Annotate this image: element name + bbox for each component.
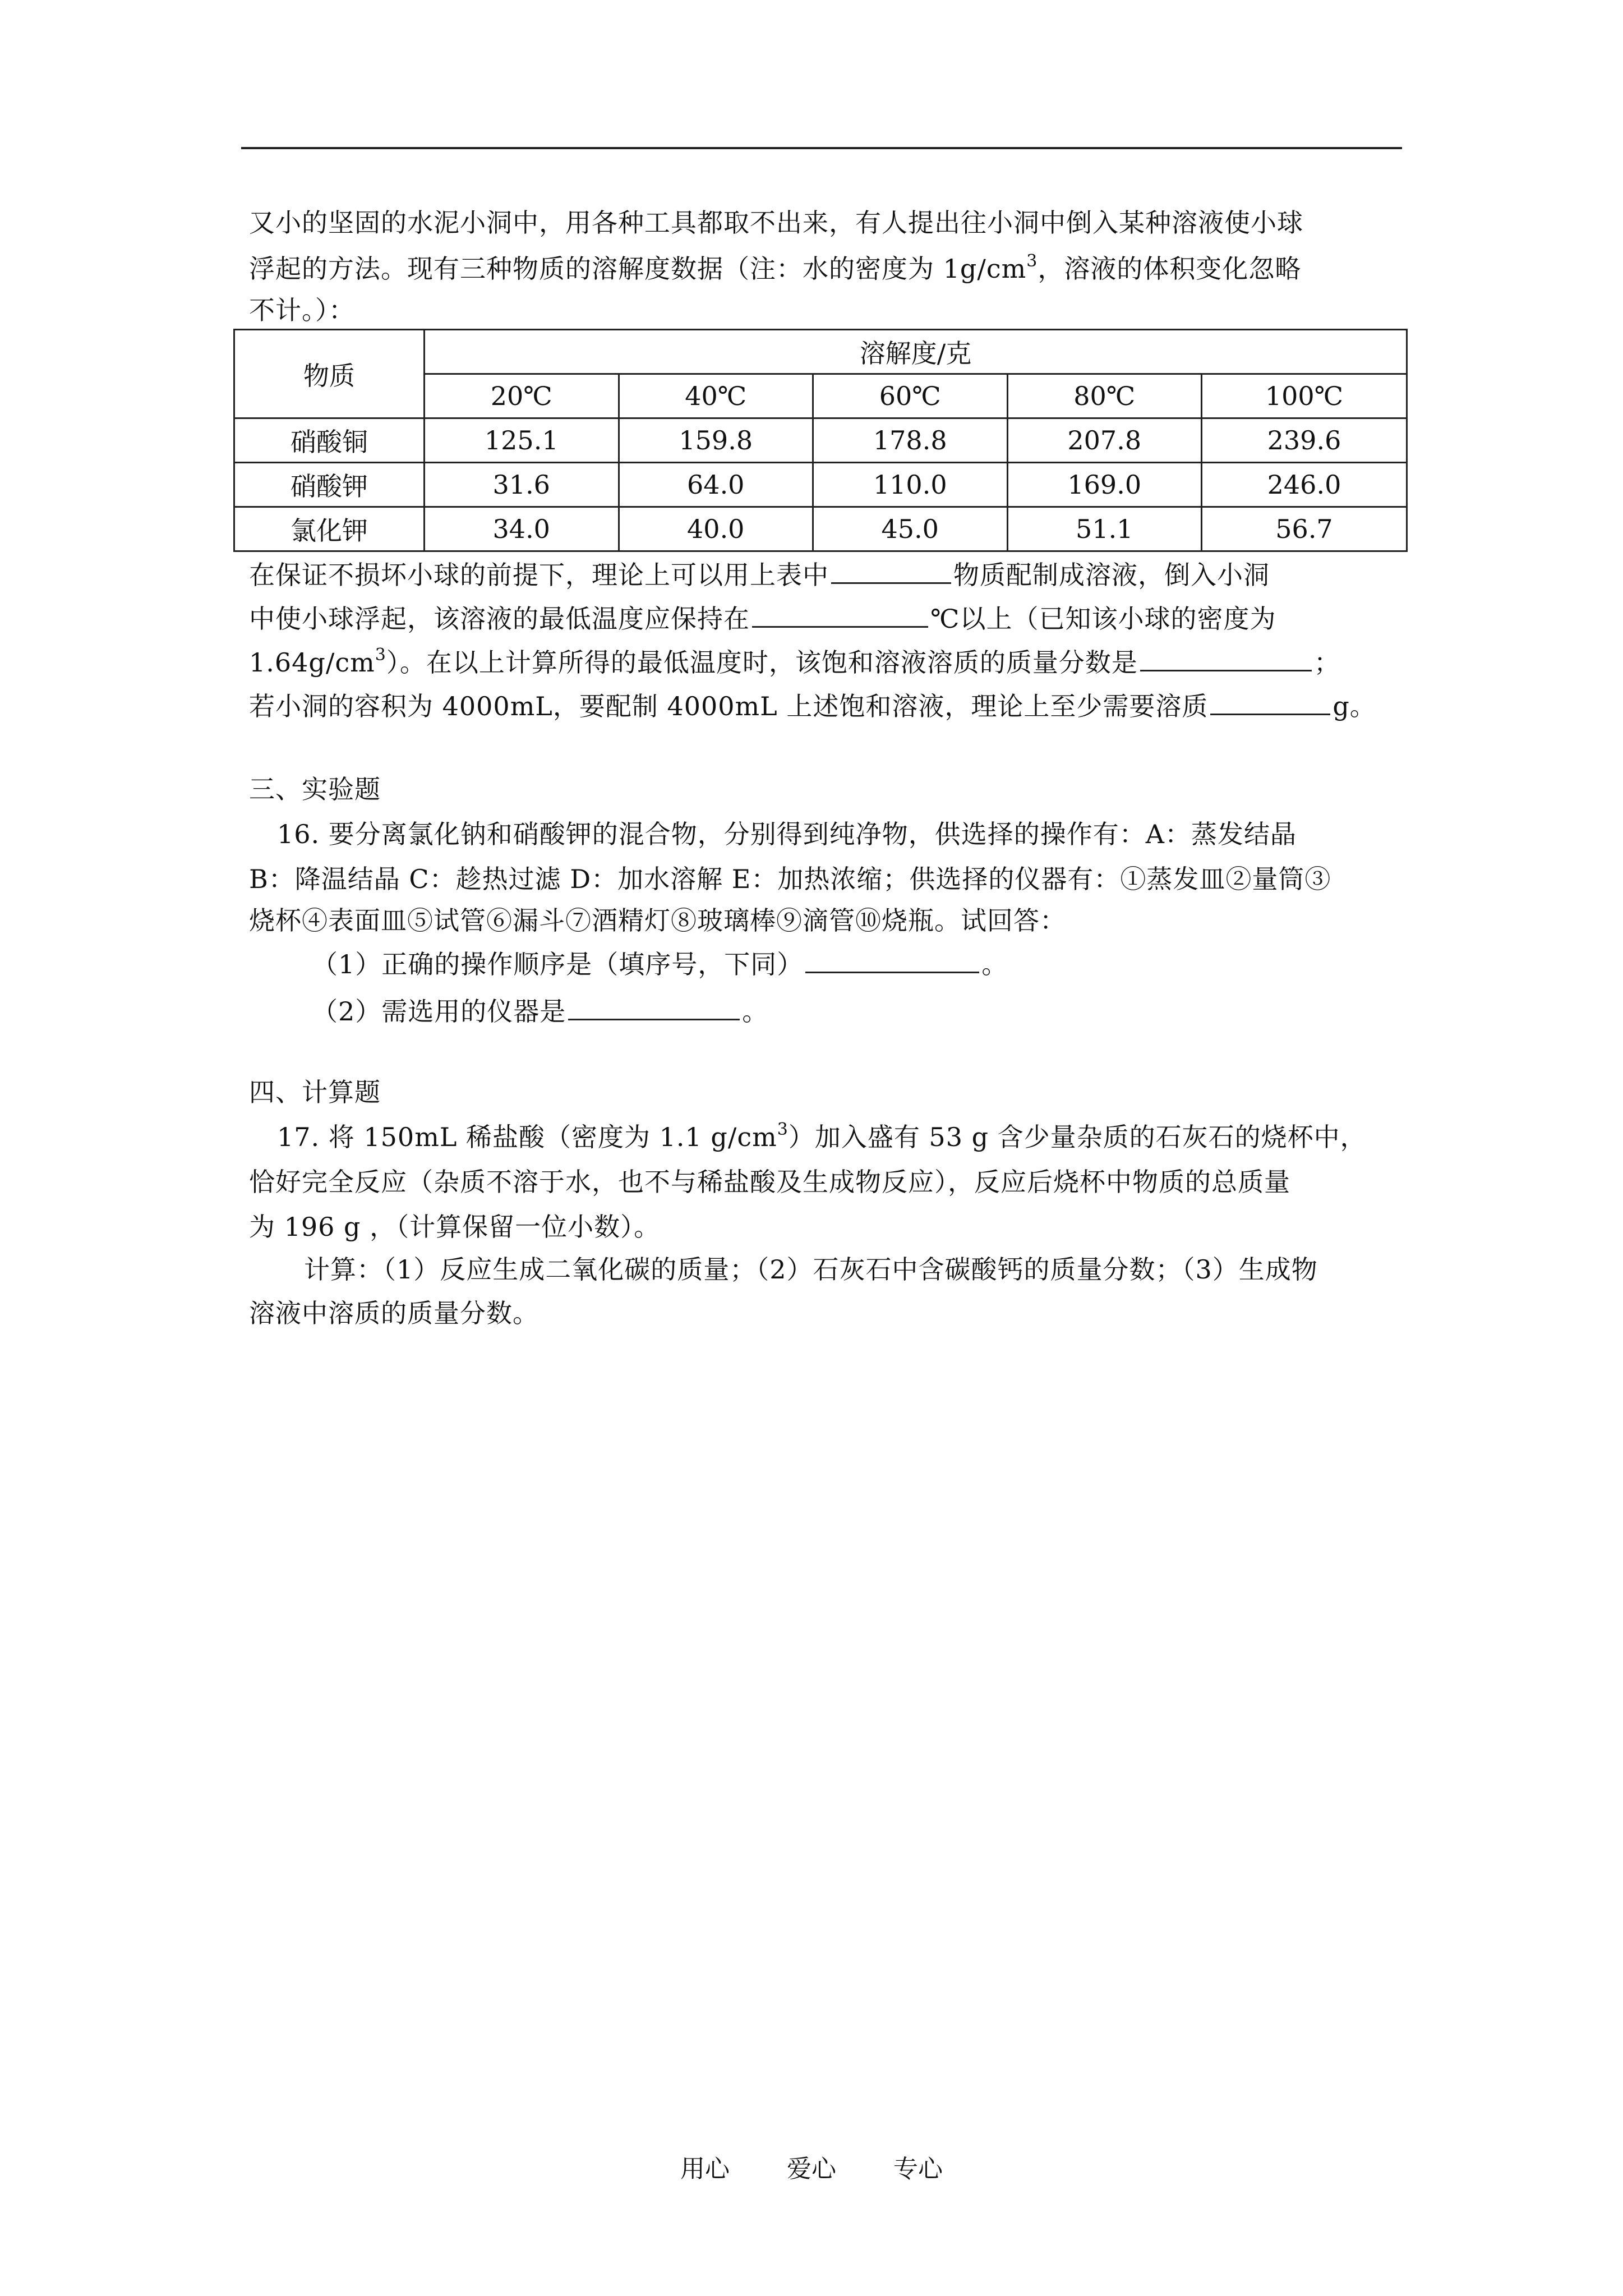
table-cell: 169.0: [1007, 463, 1202, 507]
q16-line-2: B：降温结晶 C：趁热过滤 D：加水溶解 E：加热浓缩；供选择的仪器有：①蒸发皿②量筒③: [249, 864, 1331, 894]
q17-line-1: 17. 将 150mL 稀盐酸（密度为 1.1 $g/cm^3$）加入盛有 53 g 含少量杂质的石灰石的烧杯中，: [277, 1120, 1367, 1152]
table-cell: 40.0: [619, 507, 813, 551]
table-row: [234, 463, 1407, 507]
table-cell: 56.7: [1202, 507, 1407, 551]
substance-name: 氯化钾: [234, 507, 425, 551]
q16-line-1: 16. 要分离氯化钠和硝酸钾的混合物，分别得到纯净物，供选择的操作有：A：蒸发结晶: [277, 819, 1297, 849]
answer-blank[interactable]: [1140, 641, 1312, 671]
q15-line-2: 中使小球浮起，该溶液的最低温度应保持在 ℃以上（已知该小球的密度为: [249, 596, 1276, 642]
table-row: [234, 418, 1407, 463]
answer-blank[interactable]: [831, 553, 951, 584]
q17-line-5: 溶液中溶质的质量分数。: [249, 1298, 539, 1328]
footer-text: 用心: [680, 2155, 730, 2183]
q16-part-1: （1）正确的操作顺序是（填序号，下同） 。: [312, 941, 1008, 987]
table-cell: 246.0: [1202, 463, 1407, 507]
substance-name: 硝酸钾: [234, 463, 425, 507]
solubility-header: 溶解度/克: [425, 330, 1407, 374]
table-cell: 51.1: [1007, 507, 1202, 551]
table-cell: 110.0: [813, 463, 1008, 507]
temp-header: 100℃: [1202, 374, 1407, 418]
table-cell: 125.1: [425, 418, 619, 463]
header-rule: [241, 147, 1402, 149]
section-title: 三、实验题: [249, 774, 381, 804]
table-cell: 64.0: [619, 463, 813, 507]
q15-line-1: 在保证不损坏小球的前提下，理论上可以用上表中 物质配制成溶液，倒入小洞: [249, 552, 1270, 598]
footer-text: 专心: [893, 2155, 943, 2183]
table-cell: 31.6: [425, 463, 619, 507]
q17-line-2: 恰好完全反应（杂质不溶于水，也不与稀盐酸及生成物反应），反应后烧杯中物质的总质量: [249, 1167, 1290, 1197]
answer-blank[interactable]: [1210, 684, 1330, 715]
intro-line-1: 又小的坚固的水泥小洞中，用各种工具都取不出来，有人提出往小洞中倒入某种溶液使小球: [249, 208, 1303, 238]
substance-name: 硝酸铜: [234, 418, 425, 463]
temp-header: 20℃: [425, 374, 619, 418]
table-cell: 45.0: [813, 507, 1008, 551]
temp-header: 40℃: [619, 374, 813, 418]
q17-line-3: 为 196 g ，（计算保留一位小数）。: [249, 1212, 661, 1242]
q17-line-4: 计算：（1）反应生成二氧化碳的质量；（2）石灰石中含碳酸钙的质量分数；（3）生成物: [304, 1254, 1318, 1285]
q15-line-3: $1.64g/cm^3$）。在以上计算所得的最低温度时，该饱和溶液溶质的质量分数是 ；: [249, 639, 1340, 685]
table-cell: 159.8: [619, 418, 813, 463]
solubility-table: [233, 329, 1408, 552]
q16-line-3: 烧杯④表面皿⑤试管⑥漏斗⑦酒精灯⑧玻璃棒⑨滴管⑩烧瓶。试回答：: [249, 905, 1066, 936]
section-title: 四、计算题: [249, 1077, 381, 1107]
answer-blank[interactable]: [805, 942, 979, 973]
q16-part-2: （2）需选用的仪器是 。: [312, 988, 768, 1034]
intro-line-2: 浮起的方法。现有三种物质的溶解度数据（注：水的密度为 $1g/cm^3$，溶液的体积变化忽略: [249, 251, 1302, 284]
q15-line-4: 若小洞的容积为 4000mL，要配制 4000mL 上述饱和溶液，理论上至少需要溶质 g。: [249, 683, 1376, 729]
answer-blank[interactable]: [752, 597, 928, 628]
answer-blank[interactable]: [568, 990, 740, 1020]
substance-header: 物质: [234, 330, 425, 418]
table-cell: 207.8: [1007, 418, 1202, 463]
footer-text: 爱心: [787, 2155, 836, 2183]
table-cell: 34.0: [425, 507, 619, 551]
temp-header: 80℃: [1007, 374, 1202, 418]
page-footer: [0, 2148, 1623, 2184]
table-cell: 239.6: [1202, 418, 1407, 463]
intro-line-3: 不计。）：: [249, 295, 355, 325]
table-cell: 178.8: [813, 418, 1008, 463]
temp-header: 60℃: [813, 374, 1008, 418]
table-row: [234, 507, 1407, 551]
